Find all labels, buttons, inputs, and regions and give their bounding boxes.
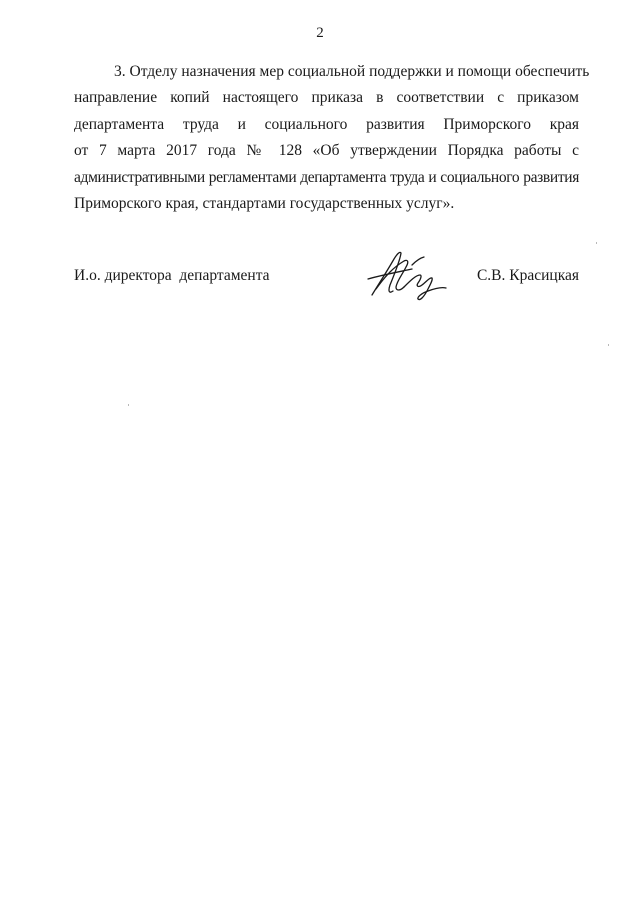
signatory-title: И.о. директора департамента (74, 267, 270, 284)
paragraph-line: административными регламентами департамента труда и социального развития (74, 168, 579, 186)
signatory-name: С.В. Красицкая (476, 267, 579, 284)
paragraph-line: направление копий настоящего приказа в соответствии с приказом (74, 89, 579, 107)
signature-row (74, 267, 584, 307)
paragraph-line: 3. Отделу назначения мер социальной поддержки и помощи обеспечить (114, 63, 590, 80)
order-paragraph-3 (74, 59, 590, 217)
paragraph-line: департамента труда и социального развития Приморского края (74, 115, 579, 133)
page-number: 2 (316, 25, 324, 41)
scan-artifact (596, 242, 597, 244)
scan-artifact (608, 344, 609, 346)
scan-artifact (128, 404, 129, 406)
paragraph-line: Приморского края, стандартами государственных услуг». (74, 194, 455, 212)
handwritten-signature (364, 245, 464, 303)
paragraph-line: от 7 марта 2017 года № 128 «Об утверждении Порядка работы с (74, 142, 579, 160)
